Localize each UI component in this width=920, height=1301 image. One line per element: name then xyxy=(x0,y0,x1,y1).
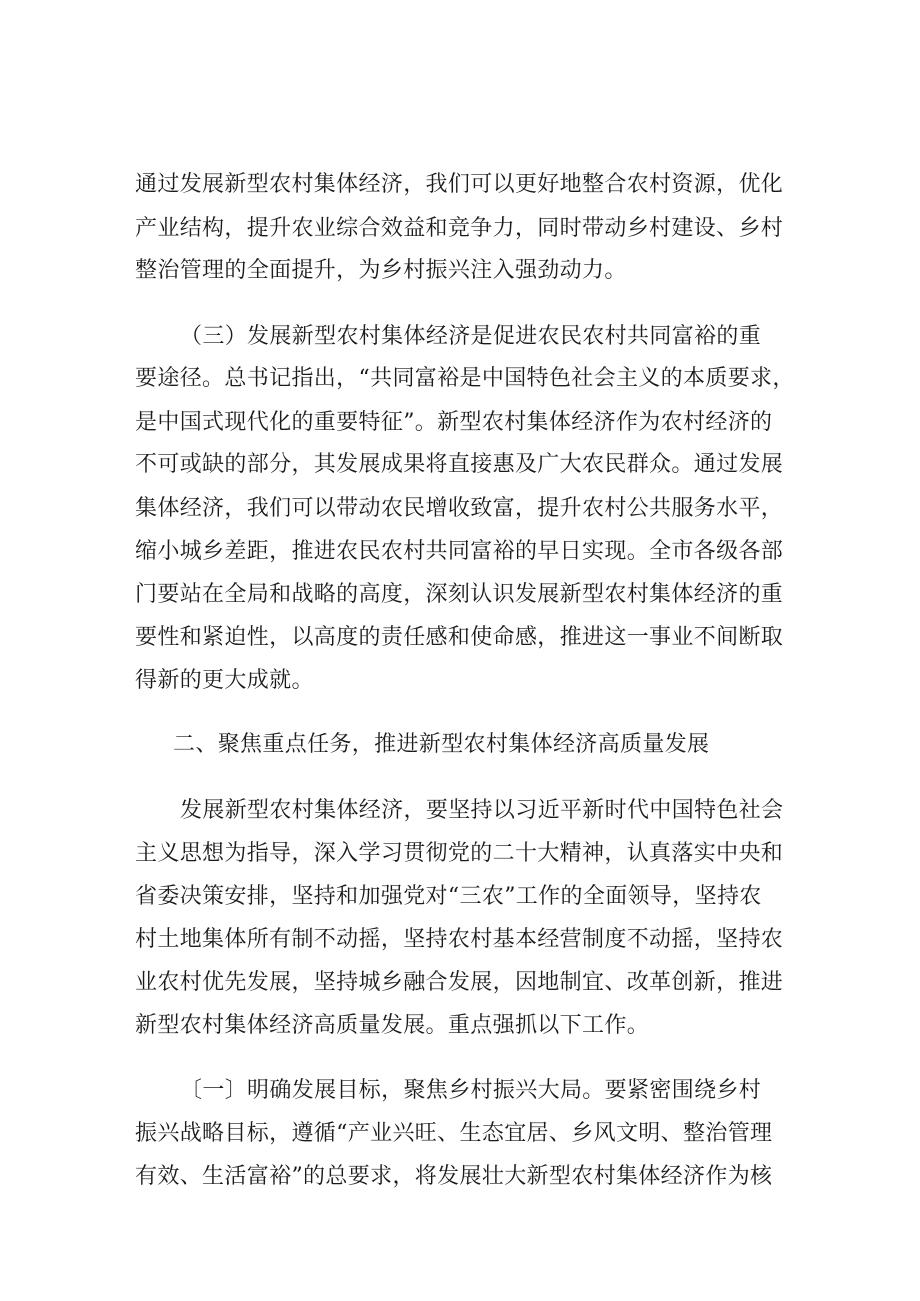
text-line: 要性和紧迫性，以高度的责任感和使命感，推进这一事业不间断取 xyxy=(135,625,784,650)
text-line: 是中国式现代化的重要特征”。新型农村集体经济作为农村经济的 xyxy=(135,410,773,435)
text-line: 产业结构，提升农业综合效益和竞争力，同时带动乡村建设、乡村 xyxy=(135,216,784,241)
text-line: 省委决策安排，坚持和加强党对“三农”工作的全面领导，坚持农 xyxy=(135,884,762,909)
text-line: 通过发展新型农村集体经济，我们可以更好地整合农村资源，优化 xyxy=(135,172,784,197)
text-line: 有效、生活富裕”的总要求，将发展壮大新型农村集体经济作为核 xyxy=(135,1164,773,1189)
text-line: 得新的更大成就。 xyxy=(135,668,314,693)
text-line: 新型农村集体经济高质量发展。重点强抓以下工作。 xyxy=(135,1013,650,1038)
text-line: 发展新型农村集体经济，要坚持以习近平新时代中国特色社会 xyxy=(180,798,784,823)
text-line: 不可或缺的部分，其发展成果将直接惠及广大农民群众。通过发展 xyxy=(135,452,784,477)
text-line: 要途径。总书记指出，“共同富裕是中国特色社会主义的本质要求， xyxy=(135,366,795,391)
text-line: 〔一〕明确发展目标，聚焦乡村振兴大局。要紧密围绕乡村 xyxy=(180,1078,762,1103)
heading-line: 二、聚焦重点任务，推进新型农村集体经济高质量发展 xyxy=(173,732,710,757)
text-line: 业农村优先发展，坚持城乡融合发展，因地制宜、改革创新，推进 xyxy=(135,970,784,995)
text-line: 整治管理的全面提升，为乡村振兴注入强劲动力。 xyxy=(135,258,627,283)
text-line: 门要站在全局和战略的高度，深刻认识发展新型农村集体经济的重 xyxy=(135,582,784,607)
text-line: 村土地集体所有制不动摇，坚持农村基本经营制度不动摇，坚持农 xyxy=(135,927,784,952)
text-line: （三）发展新型农村集体经济是促进农民农村共同富裕的重 xyxy=(180,324,762,349)
text-line: 缩小城乡差距，推进农民农村共同富裕的早日实现。全市各级各部 xyxy=(135,539,784,564)
text-line: 主义思想为指导，深入学习贯彻党的二十大精神，认真落实中央和 xyxy=(135,841,784,866)
text-line: 振兴战略目标，遵循“产业兴旺、生态宜居、乡风文明、整治管理 xyxy=(135,1121,773,1146)
text-line: 集体经济，我们可以带动农民增收致富，提升农村公共服务水平， xyxy=(135,496,784,521)
